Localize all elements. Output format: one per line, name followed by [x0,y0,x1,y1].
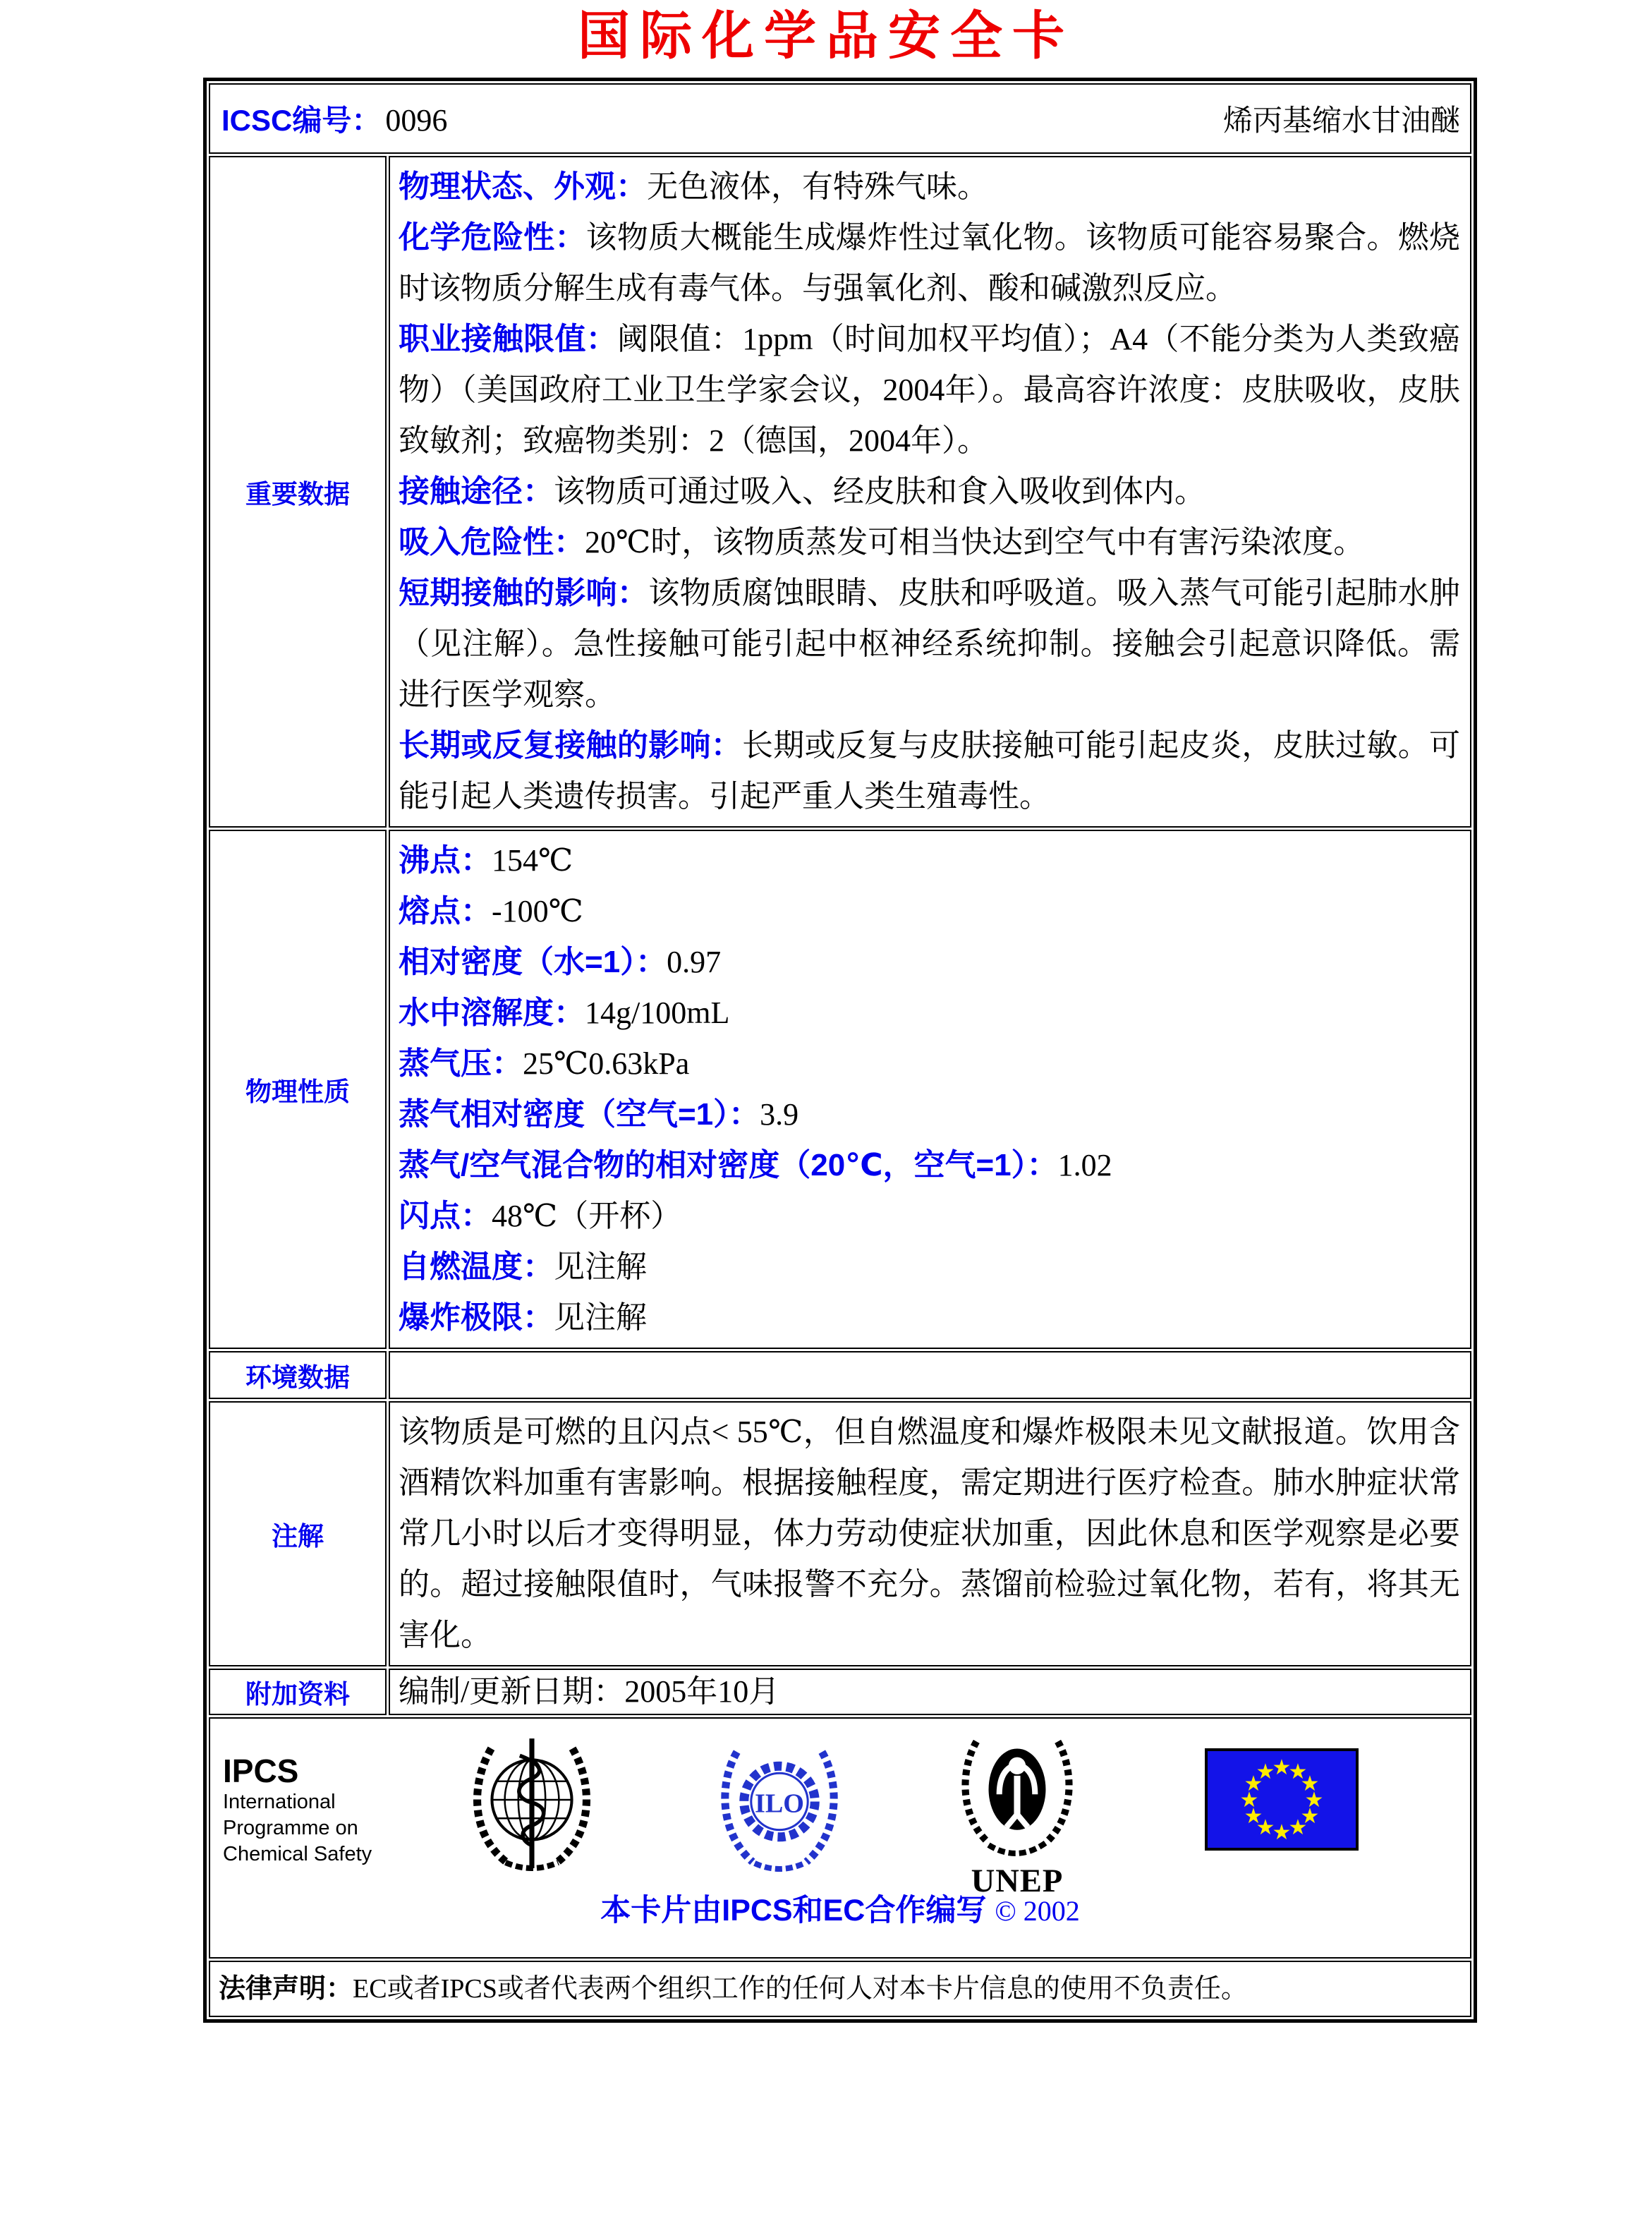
svg-text:★: ★ [1300,1772,1320,1796]
property-item: 爆炸极限：见注解 [399,1300,647,1335]
important-data-row [209,156,1471,828]
svg-text:★: ★ [1272,1820,1292,1845]
svg-text:★: ★ [1244,1804,1263,1829]
additional-info-content [389,1669,1471,1715]
notes-row [209,1401,1471,1666]
environmental-data-content [389,1351,1471,1399]
additional-info-row-label: 附加资料 [209,1669,387,1715]
notes-content [389,1401,1471,1666]
svg-text:★: ★ [1256,1760,1275,1784]
update-date-label: 编制/更新日期： [399,1674,625,1709]
ipcs-text-block: IPCS International Programme on Chemical Safety [223,1753,372,1865]
important-data-row-label: 重要数据 [209,156,387,828]
icsc-number-label: ICSC编号： [221,104,382,137]
who-logo-icon [464,1729,600,1875]
svg-text:ILO: ILO [754,1789,805,1819]
important-item: 短期接触的影响：该物质腐蚀眼睛、皮肤和呼吸道。吸入蒸气可能引起肺水肿（见注解）。急性接触可能引起中枢神经系统抑制。接触会引起意识降低。需进行医学观察。 [399,576,1461,712]
svg-text:UNEP: UNEP [971,1863,1064,1896]
svg-text:★: ★ [1272,1755,1292,1780]
svg-text:★: ★ [1256,1815,1275,1840]
legal-text: EC或者IPCS或者代表两个组织工作的任何人对本卡片信息的使用不负责任。 [353,1974,1248,2004]
page-title: 国际化学品安全卡 [578,8,1074,66]
physical-properties-row-label: 物理性质 [209,830,387,1349]
update-date-value: 2005年10月 [624,1674,780,1709]
property-item: 水中溶解度：14g/100mL [399,995,730,1030]
icsc-card-table [203,78,1477,2023]
cooperation-caption: 本卡片由IPCS和EC合作编写 © 2002 [600,1894,1080,1928]
notes-text: 该物质是可燃的且闪点< 55℃，但自燃温度和爆炸极限未见文献报道。饮用含酒精饮料加重有害影响。根据接触程度，需定期进行医疗检查。肺水肿症状常常几小时以后才变得明显，体力劳动使症状加重，因此休息和医学观察是必要的。超过接触限值时，气味报警不充分。蒸馏前检验过氧化物，若有，将其无害化。 [399,1415,1460,1652]
eu-flag-icon [1205,1748,1359,1854]
ilo-logo-icon [715,1734,844,1876]
property-item: 蒸气压：25℃0.63kPa [399,1046,690,1081]
property-item: 蒸气/空气混合物的相对密度（20℃，空气=1）：1.02 [399,1148,1112,1182]
important-item: 接触途径：该物质可通过吸入、经皮肤和食入吸收到体内。 [399,474,1205,509]
svg-text:★: ★ [1239,1788,1259,1812]
notes-row-label: 注解 [209,1401,387,1666]
svg-text:★: ★ [1288,1760,1308,1784]
legal-row [209,1961,1471,2017]
icsc-number-group [221,97,447,140]
legal-content [209,1961,1471,2017]
svg-text:★: ★ [1300,1804,1320,1829]
important-data-content [389,156,1471,828]
svg-text:★: ★ [1304,1788,1324,1812]
physical-properties-row [209,830,1471,1349]
chemical-name: 烯丙基缩水甘油醚 [1222,105,1460,138]
environmental-data-row [209,1351,1471,1399]
additional-info-row [209,1669,1471,1715]
environmental-data-row-label: 环境数据 [209,1351,387,1399]
svg-text:★: ★ [1288,1815,1308,1840]
copyright-text: © 2002 [995,1895,1080,1927]
unep-logo-icon [956,1729,1078,1900]
important-item: 化学危险性：该物质大概能生成爆炸性过氧化物。该物质可能容易聚合。燃烧时该物质分解生成有毒气体。与强氧化剂、酸和碱激烈反应。 [399,220,1461,305]
property-item: 自燃温度：见注解 [399,1249,647,1284]
header-row [209,83,1471,154]
svg-text:★: ★ [1244,1772,1263,1796]
important-item: 长期或反复接触的影响：长期或反复与皮肤接触可能引起皮炎，皮肤过敏。可能引起人类遗传损害。引起严重人类生殖毒性。 [399,728,1460,813]
important-item: 吸入危险性：20℃时，该物质蒸发可相当快达到空气中有害污染浓度。 [399,525,1365,559]
ipcs-acronym: IPCS [223,1753,299,1789]
property-item: 闪点：48℃（开杯） [399,1199,682,1233]
legal-label: 法律声明： [219,1974,353,2004]
important-item: 物理状态、外观：无色液体，有特殊气味。 [399,169,988,204]
icsc-number-value: 0096 [385,103,448,138]
property-item: 蒸气相对密度（空气=1）：3.9 [399,1097,799,1132]
logos-row [209,1717,1471,1959]
important-item: 职业接触限值：阈限值：1ppm（时间加权平均值）；A4（不能分类为人类致癌物）（美国政府工业卫生学家会议，2004年）。最高容许浓度：皮肤吸收，皮肤致敏剂；致癌物类别：2（德国，2004年）。 [399,322,1461,458]
physical-properties-content [389,830,1471,1349]
property-item: 沸点：154℃ [399,843,573,878]
property-item: 熔点：-100℃ [399,894,583,928]
property-item: 相对密度（水=1）：0.97 [399,945,722,979]
